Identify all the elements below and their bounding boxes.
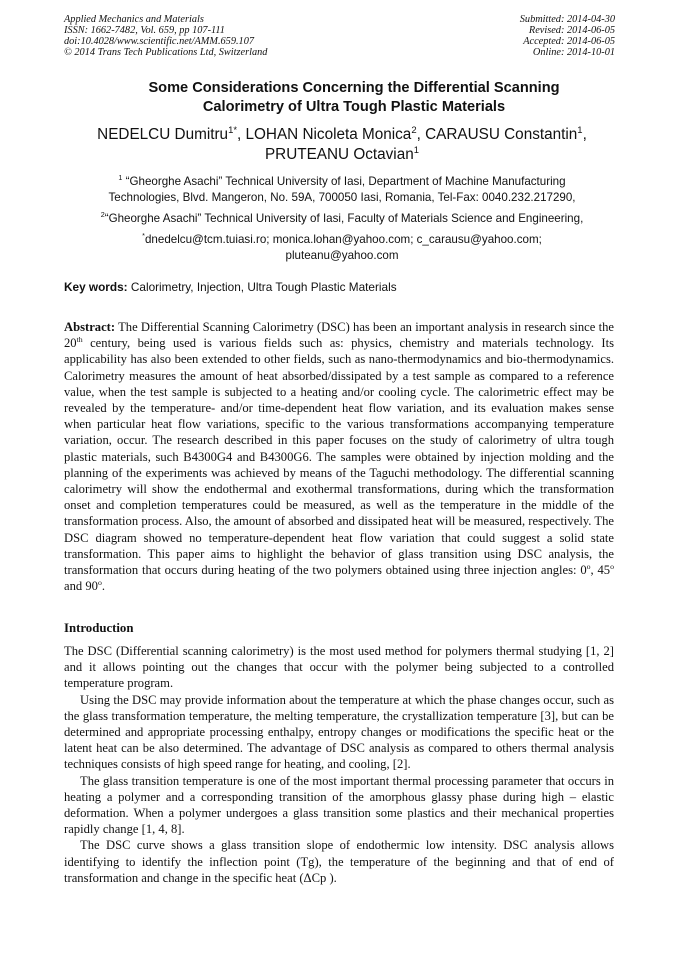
affiliation-1-line-1: [64, 174, 620, 190]
author-4-mark: 1: [413, 144, 420, 156]
abstract: [64, 319, 614, 594]
affiliation-1-mark: 1: [118, 173, 123, 183]
email-line-1: [64, 232, 620, 248]
abstract-angle-45: , 45: [590, 563, 611, 578]
intro-paragraph-4: The DSC curve shows a glass transition slope of endothermic low intensity. DSC analysis allows identifying to identify the inflection point (Tg), the temperature of the beginning and that of end of transformation and change in the specific heat (ΔCp ).: [64, 838, 614, 885]
affiliation-2-mark: 2: [100, 210, 105, 220]
author-1-mark: 1*: [228, 124, 238, 136]
author-4: PRUTEANU Octavian: [264, 146, 414, 163]
author-line-1: [64, 125, 620, 145]
copyright-line: © 2014 Trans Tech Publications Ltd, Switzerland: [64, 46, 268, 58]
section-heading-introduction: Introduction: [64, 621, 134, 635]
intro-paragraph-2: Using the DSC may provide information about the temperature at which the phase changes occur, such as the glass transformation temperature, the melting temperature, the crystallization temperature [3], but can be determined and appropriate processing enthalpy, entropy changes or modifications the specific heat or the latent heat can be also determined. The advantage of DSC analysis as compared to others thermal analysis techniques consists of high speed range for heating, and cooling, [2].: [64, 692, 614, 772]
journal-name: Applied Mechanics and Materials: [64, 14, 204, 25]
author-separator: ,: [582, 126, 587, 143]
degree-mark: o: [610, 561, 615, 571]
author-list: [64, 125, 620, 165]
author-line-2: [64, 145, 620, 165]
keywords-label: Key words:: [64, 280, 128, 294]
issn-line: ISSN: 1662-7482, Vol. 659, pp 107-111: [64, 24, 225, 36]
revised-date: Revised: 2014-06-05: [528, 24, 615, 36]
accepted-date: Accepted: 2014-06-05: [523, 35, 615, 47]
submitted-date: Submitted: 2014-04-30: [519, 14, 615, 25]
intro-paragraph-1: The DSC (Differential scanning calorimetry) is the most used method for polymers thermal studying [1, 2] and it allows pointing out the changes that occur with the polymer being subjected to a controlled temperature program.: [64, 644, 614, 691]
doi-line: doi:10.4028/www.scientific.net/AMM.659.107: [64, 35, 254, 47]
affiliation-1: [64, 174, 620, 206]
author-3-mark: 1: [577, 124, 583, 136]
affiliation-1-line-2: Technologies, Blvd. Mangeron, No. 59A, 700050 Iasi, Romania, Tel-Fax: 0040.232.217290,: [108, 191, 576, 204]
affiliation-2-line-1: [64, 211, 620, 227]
online-date: Online: 2014-10-01: [532, 46, 615, 58]
email-mark: *: [142, 231, 145, 241]
abstract-text-1: The Differential Scanning Calorimetry (DSC) has been an important analysis in research since the 20: [64, 320, 614, 351]
affiliation-2: [64, 211, 620, 227]
keywords-text: Calorimetry, Injection, Ultra Tough Plastic Materials: [127, 280, 397, 294]
affiliation-1-text: “Gheorghe Asachi” Technical University of Iasi, Department of Machine Manufacturing: [122, 175, 566, 188]
introduction-body: [64, 643, 614, 886]
intro-paragraph-3: The glass transition temperature is one of the most important thermal processing parameter that occurs in heating a polymer and a corresponding transition of the amorphous glassy phase during high – elastic deformation. When a polymer undergoes a glass transition some plastics and their mechanical properties rapidly change [1, 4, 8].: [64, 773, 614, 837]
author-2-mark: 2: [411, 124, 417, 136]
title-line-2: Calorimetry of Ultra Tough Plastic Materials: [202, 99, 506, 115]
abstract-sup-th: th: [76, 335, 83, 345]
paper-title: [64, 79, 644, 117]
author-emails: [64, 232, 620, 264]
author-1: NEDELCU Dumitru: [97, 126, 229, 143]
abstract-text-2: century, being used is various fields such as: physics, chemistry and materials technology. Its applicability has also been extended to other fields, such as nano-thermodynamics and bio-thermodynamics. Calorimetry measures the amount of heat absorbed/dissipated by a test sample as compared to a reference value, when the test sample is subjected to a heating and/or cooling cycle. The calorimetric effect may be revealed by the temperature- and/or time-dependent heat flow variation, and its evaluation makes sense when particular heat flow variations, specific to the various transformations accompanying temperature variation, occur. The research described in this paper focuses on the study of calorimetry of ultra tough plastic materials, such B4300G4 and B4300G6. The samples were obtained by injection molding and the planning of the experiments was achieved by means of the Taguchi methodology. The differential scanning calorimetry will show the endothermal and exothermal transformations, during which the transformation onset and completion temperatures could be measured, as well as the temperature in the middle of the transformation process. Also, the amount of absorbed and dissipated heat will be measured, respectively. The DSC diagram showed no temperature-dependent heat flow variation that could suggest a solid state transformation. This paper aims to highlight the behavior of glass transition using DSC analysis, the transformation that occurs during heating of the two polymers obtained using three injection angles: 0: [64, 336, 614, 578]
abstract-end: .: [101, 579, 105, 594]
journal-info: [64, 15, 267, 59]
title-line-1: Some Considerations Concerning the Differential Scanning: [148, 80, 560, 96]
abstract-label: Abstract:: [64, 320, 116, 334]
keywords: [64, 280, 397, 294]
author-2: , LOHAN Nicoleta Monica: [237, 126, 412, 143]
author-3: , CARAUSU Constantin: [416, 126, 578, 143]
abstract-angle-90: and 90: [64, 579, 98, 594]
degree-mark: o: [586, 561, 591, 571]
email-line-2: pluteanu@yahoo.com: [285, 249, 399, 262]
publication-dates: [520, 15, 615, 59]
affiliation-2-text: “Gheorghe Asachi” Technical University of Iasi, Faculty of Materials Science and Engineering,: [104, 212, 584, 225]
degree-mark: o: [97, 578, 102, 588]
email-text: dnedelcu@tcm.tuiasi.ro; monica.lohan@yahoo.com; c_carausu@yahoo.com;: [144, 233, 542, 246]
